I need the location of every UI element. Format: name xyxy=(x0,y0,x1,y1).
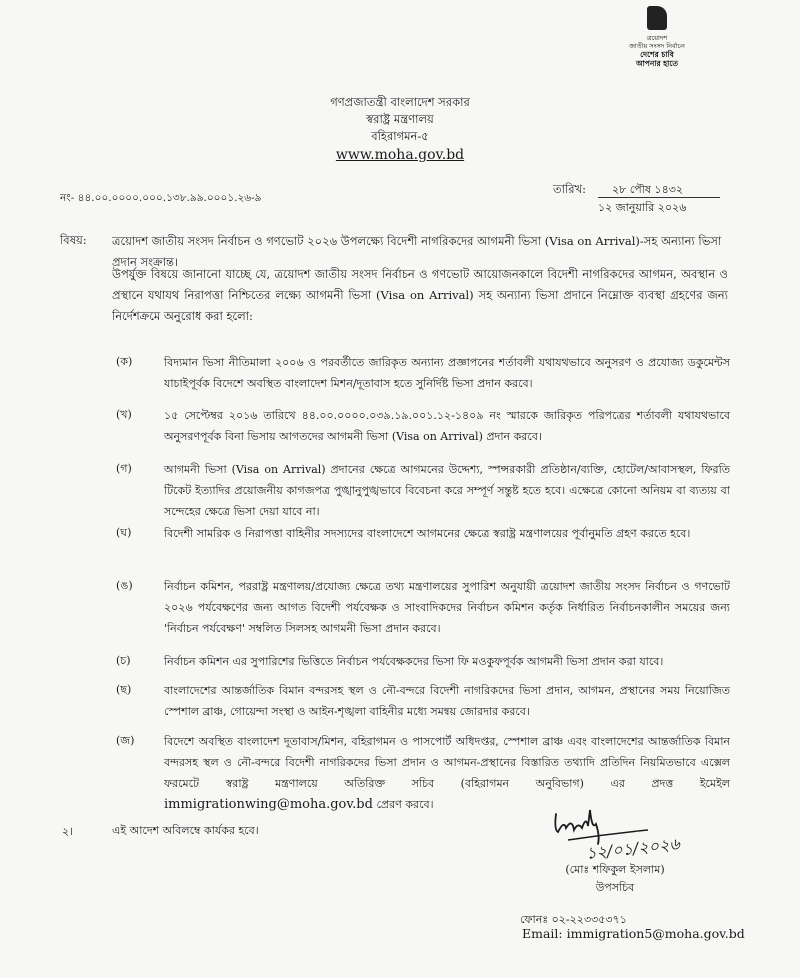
signatory-name: (মোঃ শফিকুল ইসলাম) xyxy=(565,863,665,876)
immigration-wing-email[interactable]: immigrationwing@moha.gov.bd xyxy=(164,797,373,812)
para2-label: ২। xyxy=(62,825,74,838)
memo-number: নং- ৪৪.০০.০০০০.০০০.১৩৮.৯৯.০০০১.২৬-৯ xyxy=(60,192,262,204)
item-text: বিদেশে অবস্থিত বাংলাদেশ দূতাবাস/মিশন, বহিরাগমন ও পাসপোর্ট অধিদপ্তর, স্পেশাল ব্রাঞ্চ এবং বাংলাদেশের আন্তর্জাতিক বিমান বন্দরসহ স্থল ও নৌ-বন্দরে বিদেশী নাগরিকদের ভিসা প্রদান ও আগমন-প্রস্থানের বিস্তারিত তথ্যাদি প্রতিদিন নিয়মিতভাবে এক্সেল ফরমেটে স্বরাষ্ট্র মন্ত্রণালয়ে অতিরিক্ত সচিব (বহিরাগমন অনুবিভাগ) এর প্রদত্ত ইমেইল xyxy=(164,735,730,790)
date-divider xyxy=(598,197,720,198)
section-name: বহিরাগমন-৫ xyxy=(371,129,429,143)
logo-line-4: আপনার হাতে xyxy=(636,59,678,68)
signatory-designation: উপসচিব xyxy=(595,881,635,894)
logo-emblem-icon xyxy=(647,6,667,30)
list-item: নির্বাচন কমিশন, পররাষ্ট্র মন্ত্রণালয়/প্রযোজ্য ক্ষেত্রে তথ্য মন্ত্রণালয়ের সুপারিশ অনুযায়ী ত্রয়োদশ জাতীয় সংসদ নির্বাচন ও গণভোট ২০২৬ পর্যবেক্ষণের জন্য আগত বিদেশী পর্যবেক্ষক ও সাংবাদিকদের নির্বাচন কমিশন কর্তৃক নির্ধারিত নির্বাচনকালীন সময়ের জন্য 'নির্বাচন পর্যবেক্ষণ' সম্বলিত সিলসহ আগমনী ভিসা প্রদান করবে। xyxy=(164,580,730,635)
logo-line-1: ত্রয়োদশ xyxy=(646,34,668,42)
list-item: নির্বাচন কমিশন এর সুপারিশের ভিত্তিতে নির্বাচন পর্যবেক্ষকদের ভিসা ফি মওকুফপূর্বক আগমনী ভিসা প্রদান করা যাবে। xyxy=(164,655,664,668)
ministry-name: স্বরাষ্ট্র মন্ত্রণালয় xyxy=(366,112,434,126)
date-bangla: ২৮ পৌষ ১৪৩২ xyxy=(612,183,684,196)
item-label: (জ) xyxy=(116,734,135,747)
item-label: (ঘ) xyxy=(116,526,132,539)
para2-text: এই আদেশ অবিলম্বে কার্যকর হবে। xyxy=(112,824,259,837)
govt-name: গণপ্রজাতন্ত্রী বাংলাদেশ সরকার xyxy=(330,95,470,109)
letterhead xyxy=(0,94,800,164)
item-label: (ছ) xyxy=(116,683,132,696)
item-label: (চ) xyxy=(116,654,131,667)
subject-label: বিষয়: xyxy=(60,233,87,247)
website-link[interactable]: www.moha.gov.bd xyxy=(335,147,465,163)
item-label: (ঙ) xyxy=(116,579,133,592)
signature-date: ১২/০১/২০২৬ xyxy=(585,834,681,863)
list-item: আগমনী ভিসা (Visa on Arrival) প্রদানের ক্ষেত্রে আগমনের উদ্দেশ্য, স্পন্সরকারী প্রতিষ্ঠান/ব্যক্তি, হোটেল/আবাসস্থল, ফিরতি টিকেট ইত্যাদির প্রয়োজনীয় কাগজপত্র পুঙ্খানুপুঙ্খভাবে বিবেচনা করে সম্পূর্ণ সন্তুষ্ট হতে হবে। এক্ষেত্রে কোনো অনিয়ম বা ব্যত্যয় বা সন্দেহের ক্ষেত্রে ভিসা দেয়া যাবে না। xyxy=(164,463,730,518)
signatory-email[interactable]: Email: immigration5@moha.gov.bd xyxy=(522,926,745,941)
signatory-phone: ফোনঃ ০২-২২৩৩৫৩৭১ xyxy=(520,913,627,926)
date-english: ১২ জানুয়ারি ২০২৬ xyxy=(598,201,687,214)
date-label: তারিখ: xyxy=(553,182,587,196)
list-item: বিদেশী সামরিক ও নিরাপত্তা বাহিনীর সদস্যদের বাংলাদেশে আগমনের ক্ষেত্রে স্বরাষ্ট্র মন্ত্রণালয়ের পূর্বানুমতি গ্রহণ করতে হবে। xyxy=(164,527,691,540)
signatory-block xyxy=(500,861,730,897)
logo-line-2: জাতীয় সংসদ নির্বাচন xyxy=(629,42,685,50)
list-item: বিদ্যমান ভিসা নীতিমালা ২০০৬ ও পরবর্তীতে জারিকৃত অন্যান্য প্রজ্ঞাপনের শর্তাবলী যথাযথভাবে অনুসরণ ও প্রযোজ্য ডকুমেন্টস যাচাইপূর্বক বিদেশে অবস্থিত বাংলাদেশ মিশন/দূতাবাস হতে সুনির্দিষ্ট ভিসা প্রদান করবে। xyxy=(164,356,730,390)
subject-text: ত্রয়োদশ জাতীয় সংসদ নির্বাচন ও গণভোট ২০২৬ উপলক্ষ্যে বিদেশী নাগরিকদের আগমনী ভিসা (Visa on Arrival)-সহ অন্যান্য ভিসা প্রদান সংক্রান্ত। xyxy=(112,234,722,269)
item-suffix: প্রেরণ করবে। xyxy=(372,798,434,811)
item-label: (খ) xyxy=(116,408,132,421)
item-label: (ক) xyxy=(116,355,133,368)
list-item: ১৫ সেপ্টেম্বর ২০১৬ তারিখে ৪৪.০০.০০০০.০৩৯.১৯.০০১.১২-১৪০৯ নং স্মারকে জারিকৃত পরিপত্রের শর্তাবলী যথাযথভাবে অনুসরণপূর্বক বিনা ভিসায় আগতদের আগমনী ভিসা (Visa on Arrival) প্রদান করবে। xyxy=(164,409,730,443)
election-logo xyxy=(622,6,692,96)
list-item: বাংলাদেশের আন্তর্জাতিক বিমান বন্দরসহ স্থল ও নৌ-বন্দরে বিদেশী নাগরিকদের ভিসা প্রদান, আগমন, প্রস্থানের সময় নিয়োজিত স্পেশাল ব্রাঞ্চ, গোয়েন্দা সংস্থা ও আইন-শৃঙ্খলা বাহিনীর মধ্যে সমন্বয় জোরদার করবে। xyxy=(164,684,730,718)
logo-line-3: দেশের চাবি xyxy=(640,50,674,59)
intro-paragraph: উপর্যুক্ত বিষয়ে জানানো যাচ্ছে যে, ত্রয়োদশ জাতীয় সংসদ নির্বাচন ও গণভোট আয়োজনকালে বিদেশী নাগরিকদের আগমন, অবস্থান ও প্রস্থানে যথাযথ নিরাপত্তা নিশ্চিতের লক্ষ্যে আগমনী ভিসা (Visa on Arrival) সহ অন্যান্য ভিসা প্রদানে নিম্নোক্ত ব্যবস্থা গ্রহণের জন্য নির্দেশক্রমে অনুরোধ করা হলো: xyxy=(112,267,728,323)
item-label: (গ) xyxy=(116,462,132,475)
